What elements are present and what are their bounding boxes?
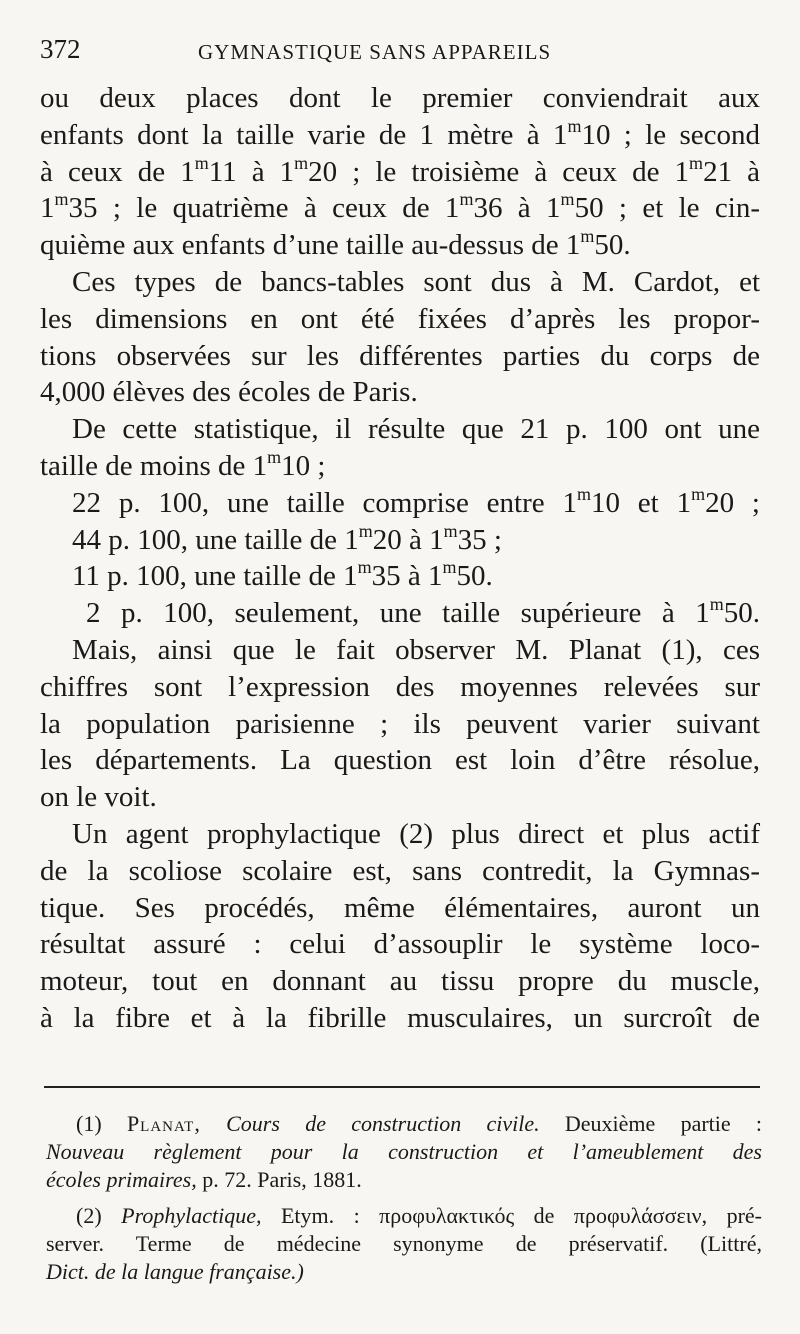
text-line: Mais, ainsi que le fait observer M. Planat (1), ces [72, 633, 760, 666]
text-line: à ceux de 1$^m$11 à 1$^m$20 ; le troisième à ceux de 1$^m$21 à [40, 152, 761, 188]
text-line: 2 p. 100, seulement, une taille supérieure à 1$^m$50. [86, 594, 760, 630]
text-line: 22 p. 100, une taille comprise entre 1$^m$10 et 1$^m$20 ; [72, 483, 760, 519]
text-line: résultat assuré : celui d’assouplir le système loco- [40, 928, 760, 961]
text-line: 4,000 élèves des écoles de Paris. [40, 376, 418, 409]
text-line: 44 p. 100, une taille de 1$^m$20 à 1$^m$35 ; [72, 520, 502, 556]
page-number: 372 [40, 34, 81, 64]
running-title: GYMNASTIQUE SANS APPAREILS [198, 40, 552, 64]
text-line: chiffres sont l’expression des moyennes relevées sur [40, 670, 760, 703]
text-line: on le voit. [40, 781, 157, 814]
footnote-2-line: server. Terme de médecine synonyme de préservatif. (Littré, [46, 1231, 762, 1256]
text-line: tions observées sur les différentes parties du corps de [40, 339, 760, 372]
page-header [40, 34, 760, 74]
text-line: taille de moins de 1$^m$10 ; [40, 446, 326, 482]
footnotes [46, 1110, 762, 1286]
text-line: moteur, tout en donnant au tissu propre du muscle, [40, 965, 760, 998]
footnote-2-line: Dict. de la langue française.) [46, 1259, 304, 1284]
text-line: la population parisienne ; ils peuvent varier suivant [40, 707, 760, 740]
text-line: De cette statistique, il résulte que 21 p. 100 ont une [72, 413, 760, 446]
body-text [40, 80, 760, 1037]
text-line: 1$^m$35 ; le quatrième à ceux de 1$^m$36 à 1$^m$50 ; et le cin- [40, 189, 760, 225]
text-line: Un agent prophylactique (2) plus direct et plus actif [72, 817, 760, 850]
text-line: à la fibre et à la fibrille musculaires, un surcroît de [40, 1001, 760, 1034]
text-line: quième aux enfants d’une taille au-dessus de 1$^m$50. [40, 226, 631, 262]
footnote-1-line: écoles primaires, p. 72. Paris, 1881. [46, 1167, 362, 1192]
text-line: les départements. La question est loin d’être résolue, [40, 744, 760, 777]
footnote-divider [44, 1086, 760, 1088]
text-line: de la scoliose scolaire est, sans contredit, la Gymnas- [40, 854, 760, 887]
text-line: les dimensions en ont été fixées d’après les propor- [40, 302, 760, 335]
text-line: ou deux places dont le premier conviendrait aux [40, 82, 760, 114]
text-line: tique. Ses procédés, même élémentaires, auront un [40, 891, 760, 924]
text-line: Ces types de bancs-tables sont dus à M. Cardot, et [72, 265, 760, 298]
footnote-2: (2) Prophylactique, Etym. : προφυλακτικός de προφυλάσσειν, pré- [76, 1203, 763, 1228]
text-line: 11 p. 100, une taille de 1$^m$35 à 1$^m$50. [72, 557, 493, 593]
text-line: enfants dont la taille varie de 1 mètre à 1$^m$10 ; le second [40, 115, 760, 151]
footnote-1: (1) Planat, Cours de construction civile. Deuxième partie : [76, 1111, 763, 1136]
footnote-1-line: Nouveau règlement pour la construction et l’ameublement des [46, 1139, 762, 1164]
